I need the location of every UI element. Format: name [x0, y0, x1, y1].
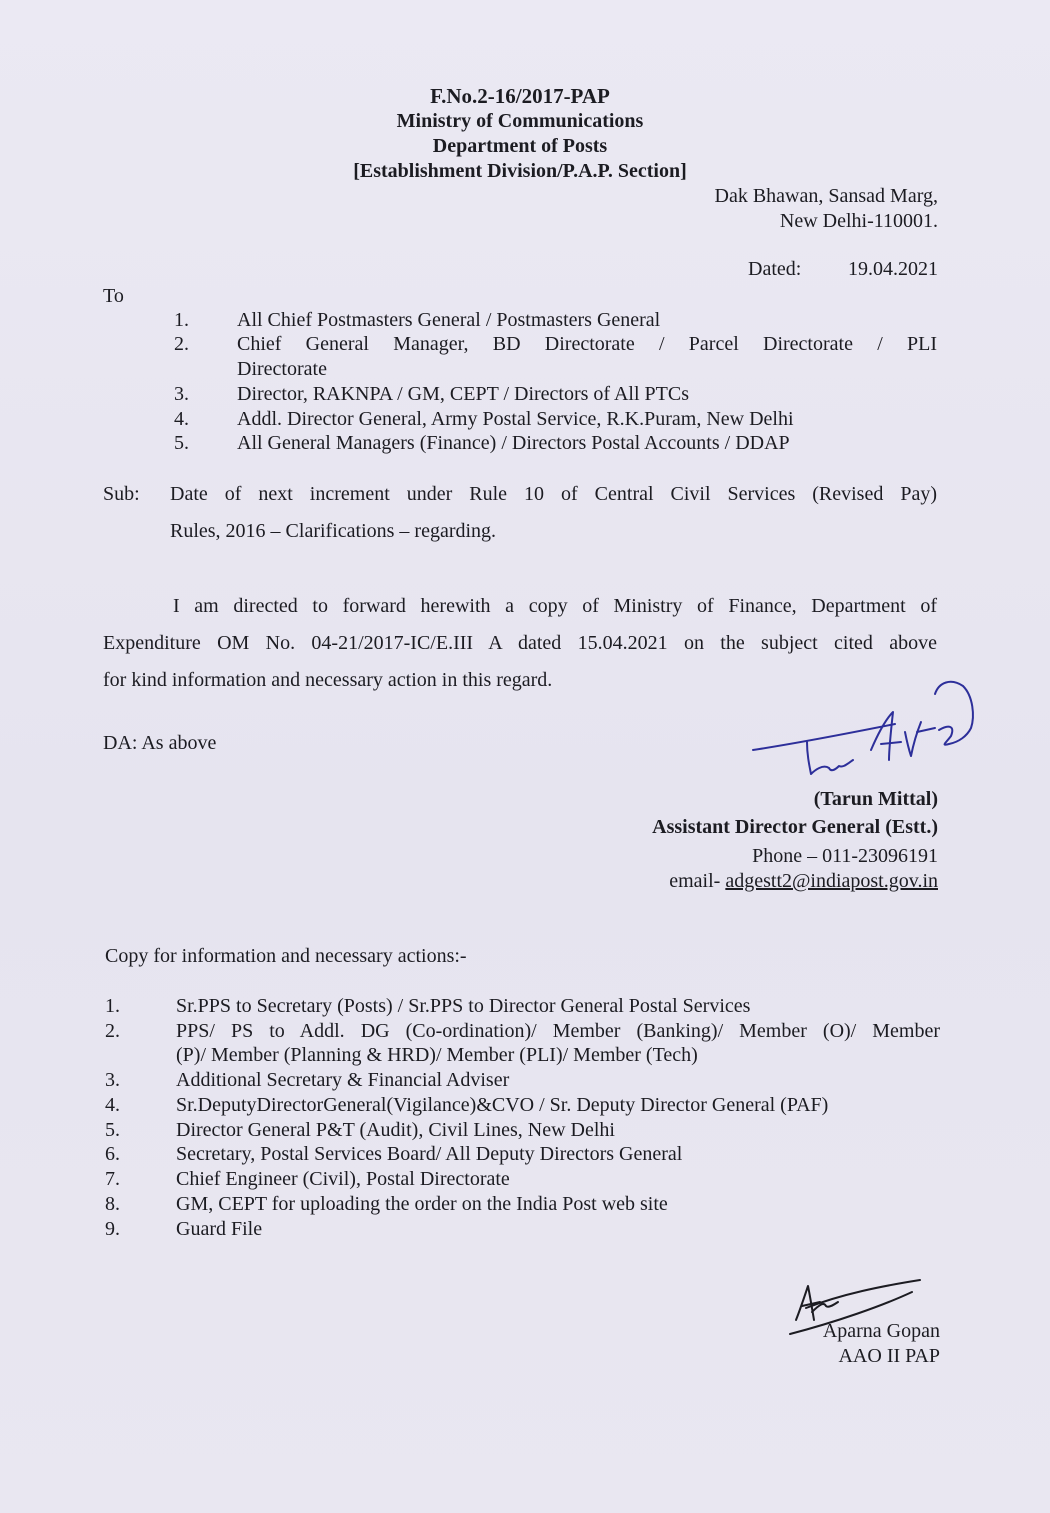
dated-label: Dated:	[748, 258, 802, 280]
second-signatory-name: Aparna Gopan	[822, 1320, 940, 1342]
address-line-1: Dak Bhawan, Sansad Marg,	[714, 185, 938, 207]
item-text-continued: Directorate	[237, 358, 327, 380]
signatory-phone: Phone – 011-23096191	[752, 845, 938, 867]
item-text: Secretary, Postal Services Board/ All Deputy Directors General	[176, 1143, 683, 1165]
signatory-name: (Tarun Mittal)	[813, 788, 938, 810]
email-link[interactable]: adgestt2@indiapost.gov.in	[725, 870, 938, 892]
item-text: Sr.DeputyDirectorGeneral(Vigilance)&CVO / Sr. Deputy Director General (PAF)	[176, 1094, 829, 1116]
signatory-email-line	[669, 870, 938, 893]
item-number: 6.	[105, 1143, 120, 1165]
signature-scribble	[745, 672, 985, 790]
item-text: Addl. Director General, Army Postal Service, R.K.Puram, New Delhi	[237, 408, 794, 430]
item-number: 9.	[105, 1218, 120, 1240]
subject-line-1: Date of next increment under Rule 10 of Central Civil Services (Revised Pay)	[170, 483, 937, 505]
copy-heading: Copy for information and necessary actions:-	[105, 945, 467, 967]
subject-label: Sub:	[103, 483, 140, 505]
dated-value: 19.04.2021	[848, 258, 938, 280]
division-name: [Establishment Division/P.A.P. Section]	[353, 160, 687, 182]
item-number: 8.	[105, 1193, 120, 1215]
enclosure-note: DA: As above	[103, 732, 217, 754]
item-text: All General Managers (Finance) / Directors Postal Accounts / DDAP	[237, 432, 790, 454]
email-label: email-	[669, 870, 721, 892]
item-number: 4.	[105, 1094, 120, 1116]
item-text-continued: (P)/ Member (Planning & HRD)/ Member (PLI)/ Member (Tech)	[176, 1044, 698, 1066]
second-signatory-designation: AAO II PAP	[838, 1345, 940, 1367]
body-line-3: for kind information and necessary action in this regard.	[103, 669, 553, 691]
item-text: PPS/ PS to Addl. DG (Co-ordination)/ Member (Banking)/ Member (O)/ Member	[176, 1020, 940, 1042]
item-text: Director General P&T (Audit), Civil Lines, New Delhi	[176, 1119, 615, 1141]
item-number: 5.	[174, 432, 189, 454]
item-number: 1.	[105, 995, 120, 1017]
item-text: Additional Secretary & Financial Adviser	[176, 1069, 510, 1091]
item-text: GM, CEPT for uploading the order on the India Post web site	[176, 1193, 668, 1215]
item-number: 5.	[105, 1119, 120, 1141]
item-number: 3.	[174, 383, 189, 405]
item-number: 1.	[174, 309, 189, 331]
department-name: Department of Posts	[432, 135, 608, 157]
item-number: 4.	[174, 408, 189, 430]
item-number: 7.	[105, 1168, 120, 1190]
to-label: To	[103, 285, 124, 307]
item-text: Guard File	[176, 1218, 263, 1240]
item-number: 2.	[174, 333, 189, 355]
item-number: 3.	[105, 1069, 120, 1091]
item-text: Director, RAKNPA / GM, CEPT / Directors of All PTCs	[237, 383, 689, 405]
address-line-2: New Delhi-110001.	[779, 210, 938, 232]
body-line-1: I am directed to forward herewith a copy of Ministry of Finance, Department of	[173, 595, 937, 617]
body-line-2: Expenditure OM No. 04-21/2017-IC/E.III A dated 15.04.2021 on the subject cited above	[103, 632, 937, 654]
file-number: F.No.2-16/2017-PAP	[430, 84, 610, 108]
subject-line-2: Rules, 2016 – Clarifications – regarding.	[170, 520, 497, 542]
item-text: Sr.PPS to Secretary (Posts) / Sr.PPS to Director General Postal Services	[176, 995, 751, 1017]
item-text: All Chief Postmasters General / Postmasters General	[237, 309, 661, 331]
item-number: 2.	[105, 1020, 120, 1042]
ministry-name: Ministry of Communications	[396, 110, 644, 132]
item-text: Chief General Manager, BD Directorate / Parcel Directorate / PLI	[237, 333, 937, 355]
signatory-designation: Assistant Director General (Estt.)	[652, 816, 938, 838]
item-text: Chief Engineer (Civil), Postal Directorate	[176, 1168, 510, 1190]
